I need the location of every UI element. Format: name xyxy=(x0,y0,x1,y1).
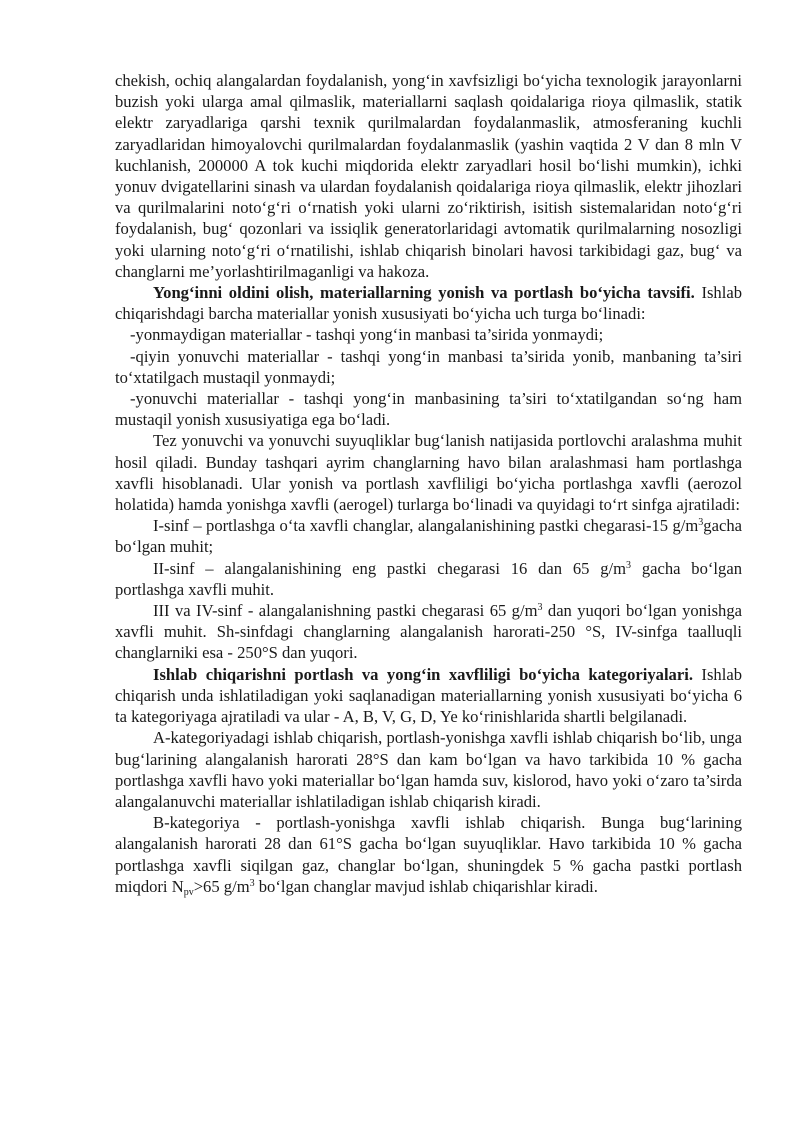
paragraph-flammable-liquids: Tez yonuvchi va yonuvchi suyuqliklar bug‘lanish natijasida portlovchi aralashma muhit hosil qiladi. Bunday tashqari ayrim changlarning havo bilan aralashmasi ham portlashga xavfli hisoblanadi. Ular yonish va portlash xavfliligi bo‘yicha portlashga xavfli (aerozol holatida) hamda yonishga xavfli (aerogel) turlarga bo‘linadi va quyidagi to‘rt sinfga ajratiladi: xyxy=(115,431,742,515)
paragraph-categories xyxy=(115,664,742,728)
class-item-2 xyxy=(115,558,742,600)
paragraph-text: Ishlab chiqarishdagi barcha materiallar yonish xususiyati bo‘yicha uch turga bo‘linadi: xyxy=(115,283,743,324)
superscript: 3 xyxy=(626,559,632,571)
document-page xyxy=(115,70,742,897)
category-b-text-end: bo‘lgan changlar mavjud ishlab chiqarishlar kiradi. xyxy=(254,876,598,896)
class-item-2-text: II-sinf – alangalanishining eng pastki chegarasi 16 dan 65 g/m xyxy=(153,558,627,578)
class-item-1 xyxy=(115,515,742,557)
class-item-3-4 xyxy=(115,600,742,664)
class-item-3-4-text-end: dan yuqori bo‘lgan yonishga xavfli muhit. Sh-sinfdagi changlarning alangalanish harorati-250 °S, IV-sinfga taalluqli changlarniki esa - 250°S dan yuqori. xyxy=(115,601,742,663)
superscript: 3 xyxy=(537,602,543,614)
paragraph-category-b xyxy=(115,812,742,897)
subscript: pv xyxy=(183,886,194,898)
list-item-combustible: -yonuvchi materiallar - tashqi yong‘in manbasining ta’siri to‘xtatilgandan so‘ng ham mustaqil yonish xususiyatiga ega bo‘ladi. xyxy=(115,389,742,430)
class-item-1-text-end: gacha bo‘lgan muhit; xyxy=(115,516,742,557)
category-b-text: B-kategoriya - portlash-yonishga xavfli ishlab chiqarish. Bunga bug‘larining alangalanish harorati 28 dan 61°S gacha bo‘lgan suyuqliklar. Havo tarkibida 10 % gacha portlashga xavfli siqilgan gaz, changlar bo‘lgan, shuningdek 5 % gacha pastki portlash miqdori N xyxy=(115,813,742,896)
paragraph-category-a: A-kategoriyadagi ishlab chiqarish, portlash-yonishga xavfli ishlab chiqarish bo‘lib, unga bug‘larining alangalanish harorati 28°S dan kam bo‘lgan va havo tarkibida 10 % gacha portlashga xavfli havo yoki materiallar bo‘lgan hamda suv, kislorod, havo yoki o‘zaro ta’sirda alangalanuvchi materiallar ishlatiladigan ishlab chiqarish kiradi. xyxy=(115,728,742,811)
class-item-3-4-text: III va IV-sinf - alangalanishning pastki chegarasi 65 g/m xyxy=(153,601,538,621)
paragraph-fire-causes: chekish, ochiq alangalardan foydalanish, yong‘in xavfsizligi bo‘yicha texnologik jarayonlarni buzish yoki ularga amal qilmaslik, materiallarni saqlash qoidalariga rioya qilmaslik, statik elektr zaryadlariga qarshi texnik qurilmalardan foydalanmaslik, atmosferaning kuchli zaryadlaridan himoyalovchi qurilmalardan foydalanmaslik (yashin vaqtida 2 V dan 8 mln V kuchlanish, 200000 A tok kuchi miqdorida elektr zaryadlari hosil bo‘lishi mumkin), ichki yonuv dvigatellarini sinash va ulardan foydalanish qoidalariga rioya qilmaslik, elektr jihozlari va qurilmalarini noto‘g‘ri o‘rnatish yoki ularni zo‘riktirish, isitish sistemalaridan noto‘g‘ri foydalanish, bug‘ qozonlari va issiqlik generatorlaridagi avtomatik qurilmalarning nosozligi yoki ularning noto‘g‘ri o‘rnatilishi, ishlab chiqarish binolari havosi tarkibidagi gaz, bug‘ va changlarni me’yorlashtirilmaganligi va hakoza. xyxy=(115,71,742,281)
paragraph-text: Ishlab chiqarish unda ishlatiladigan yoki saqlanadigan materiallarning yonish xususiyati bo‘yicha 6 ta kategoriyaga ajratiladi va ular - A, B, V, G, D, Ye ko‘rinishlarida shartli belgilanadi. xyxy=(115,664,742,727)
list-item-hardly-combustible: -qiyin yonuvchi materiallar - tashqi yong‘in manbasi ta’sirida yonib, manbaning ta’siri to‘xtatilgach mustaqil yonmaydi; xyxy=(115,346,742,387)
class-item-1-text: I-sinf – portlashga o‘ta xavfli changlar, alangalanishining pastki chegarasi-15 g/m xyxy=(153,516,699,536)
section-heading-categories: Ishlab chiqarishni portlash va yong‘in xavfliligi bo‘yicha kategoriyalari. xyxy=(153,664,693,684)
list-item-non-combustible: -yonmaydigan materiallar - tashqi yong‘in manbasi ta’sirida yonmaydi; xyxy=(130,325,604,345)
superscript: 3 xyxy=(698,517,704,529)
paragraph-fire-prevention xyxy=(115,282,742,324)
section-heading-fire-prevention: Yong‘inni oldini olish, materiallarning yonish va portlash bo‘yicha tavsifi. xyxy=(153,283,695,303)
class-item-2-text-end: gacha bo‘lgan portlashga xavfli muhit. xyxy=(115,558,742,599)
category-b-text-mid: >65 g/m xyxy=(193,876,250,896)
superscript: 3 xyxy=(249,877,255,889)
